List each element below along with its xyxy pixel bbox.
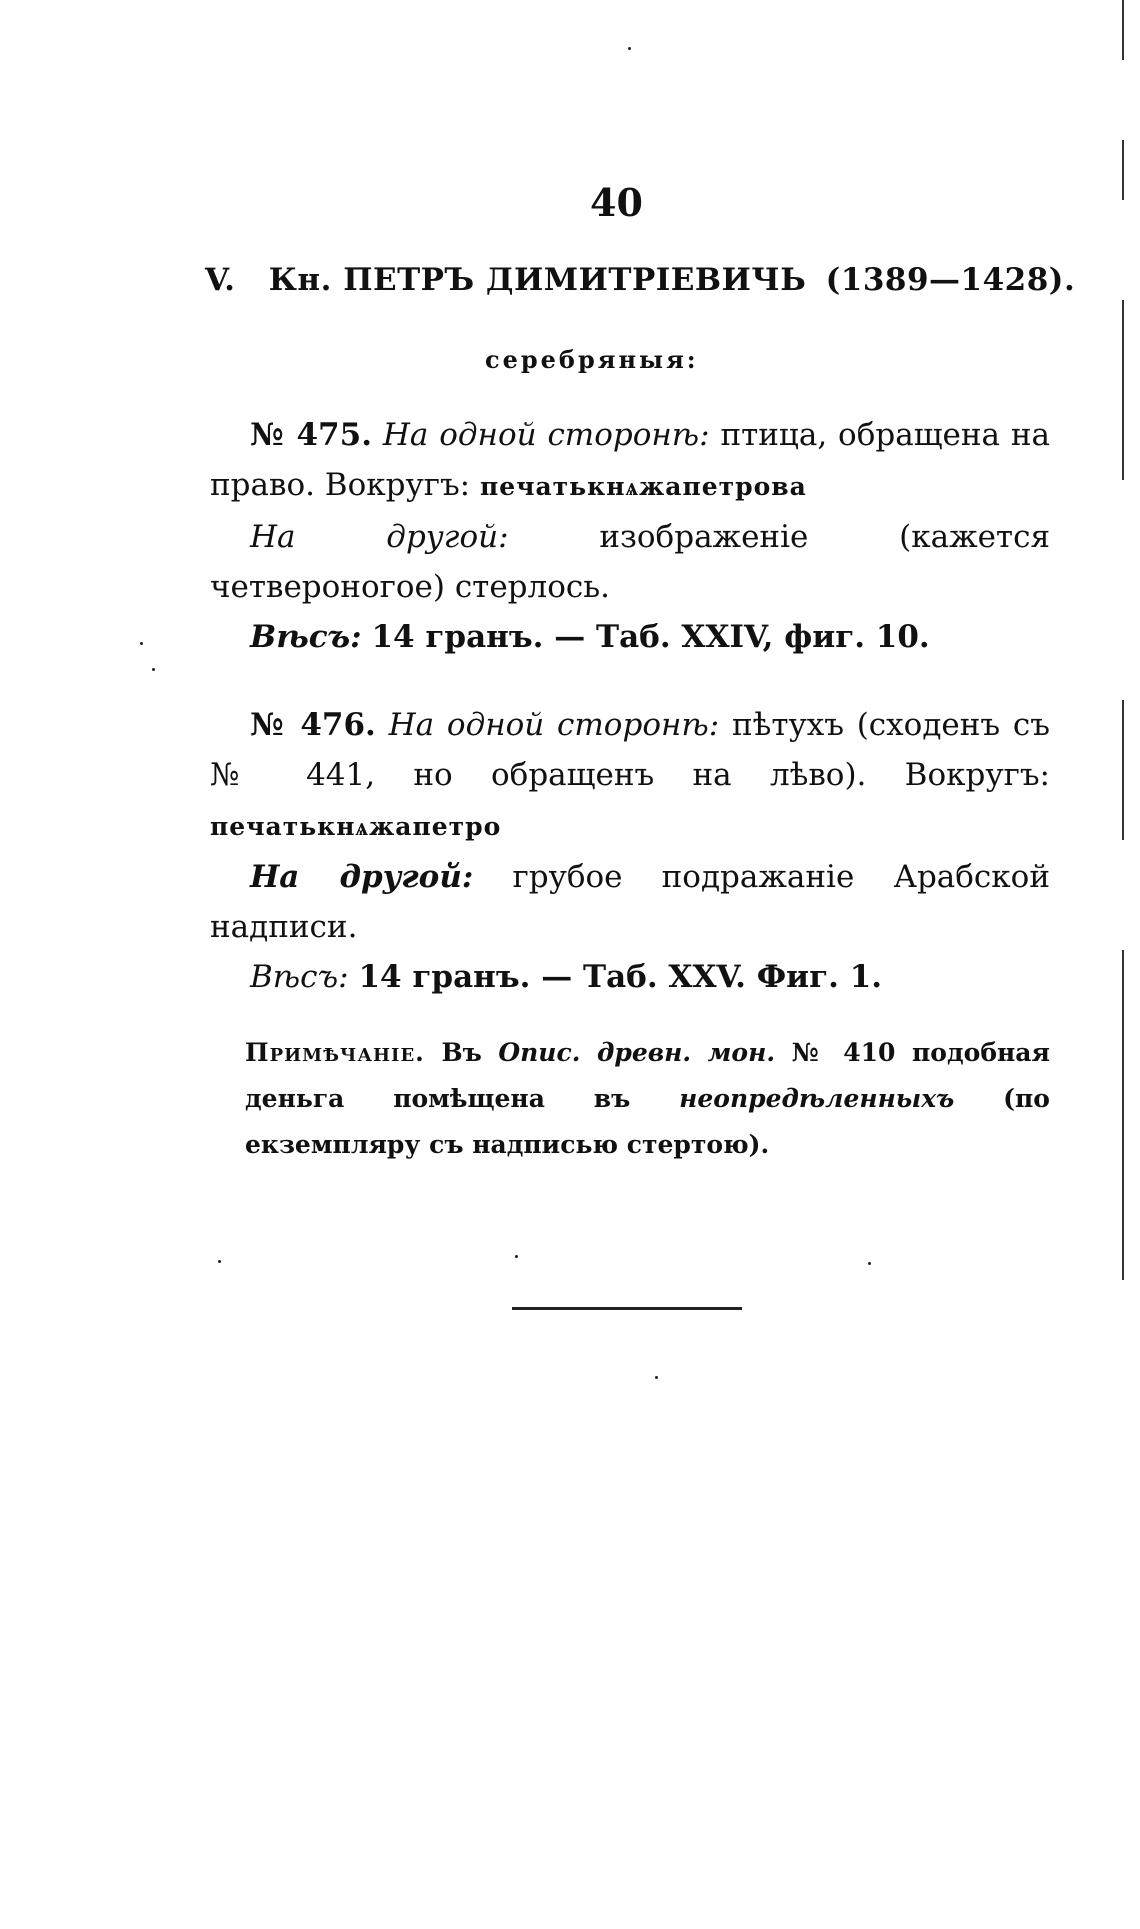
obverse-legend: печатькнѧжапетрова	[479, 472, 807, 501]
note-category: неопредѣленныхъ	[679, 1084, 955, 1113]
note-label: Примѣчаніе.	[245, 1038, 425, 1067]
weight-text: 14 гранъ. — Таб. XXIV, фиг. 10.	[371, 619, 930, 655]
entry-weight	[210, 612, 1050, 662]
section-subheading: серебряныя:	[485, 345, 699, 374]
reverse-text: изображеніе (кажется четвероногое) стерлось.	[210, 519, 1051, 605]
note-reference: Опис. древн. мон.	[498, 1038, 776, 1067]
reverse-label: На другой:	[250, 519, 509, 555]
speck	[152, 668, 155, 671]
section-heading	[205, 262, 1076, 298]
page-edge-line	[1122, 300, 1124, 480]
weight-label: Вѣсъ:	[250, 959, 349, 995]
obverse-label: На одной сторонѣ:	[388, 707, 720, 743]
section-years: (1389—1428).	[825, 262, 1076, 298]
obverse-label: На одной сторонѣ:	[382, 417, 710, 453]
speck	[655, 1376, 658, 1379]
entry-number: № 476.	[250, 707, 376, 743]
note-text: (по екземпляру съ надписью стертою).	[245, 1084, 1050, 1159]
footnote	[245, 1030, 1050, 1168]
weight-label: Вѣсъ:	[250, 619, 362, 655]
speck	[140, 642, 143, 645]
speck	[218, 1260, 221, 1263]
speck	[868, 1262, 871, 1265]
entry-reverse	[210, 512, 1050, 612]
obverse-legend: печатькнѧжапетро	[210, 812, 502, 841]
page-edge-line	[1122, 950, 1124, 1280]
weight-text: 14 гранъ. — Таб. XXV. Фиг. 1.	[358, 959, 883, 995]
note-text: Въ	[441, 1038, 482, 1067]
closing-rule	[512, 1307, 742, 1310]
reverse-label: На другой:	[250, 859, 474, 895]
page-edge-line	[1122, 140, 1124, 200]
obverse-text: птица, обращена на право. Вокругъ:	[210, 417, 1051, 503]
note-text: № 410 подобная деньга помѣщена въ	[245, 1038, 1050, 1113]
entry-obverse	[210, 410, 1050, 512]
obverse-text: пѣтухъ (сходенъ съ № 441, но обращенъ на лѣво). Вокругъ:	[210, 707, 1050, 793]
speck	[628, 47, 631, 50]
entry-number: № 475.	[250, 417, 372, 453]
section-prefix: V.	[205, 262, 236, 298]
coin-entry	[210, 410, 1050, 662]
page-number: 40	[590, 180, 643, 225]
page-edge-line	[1122, 0, 1124, 60]
section-title: Кн. ПЕТРЪ ДИМИТРІЕВИЧЬ	[268, 262, 807, 298]
entry-reverse	[210, 852, 1050, 952]
entry-obverse	[210, 700, 1050, 852]
speck	[515, 1255, 518, 1258]
coin-entry	[210, 700, 1050, 1002]
page-edge-line	[1122, 700, 1124, 840]
reverse-text: грубое подражаніе Арабской надписи.	[210, 859, 1050, 945]
entry-weight	[210, 952, 1050, 1002]
